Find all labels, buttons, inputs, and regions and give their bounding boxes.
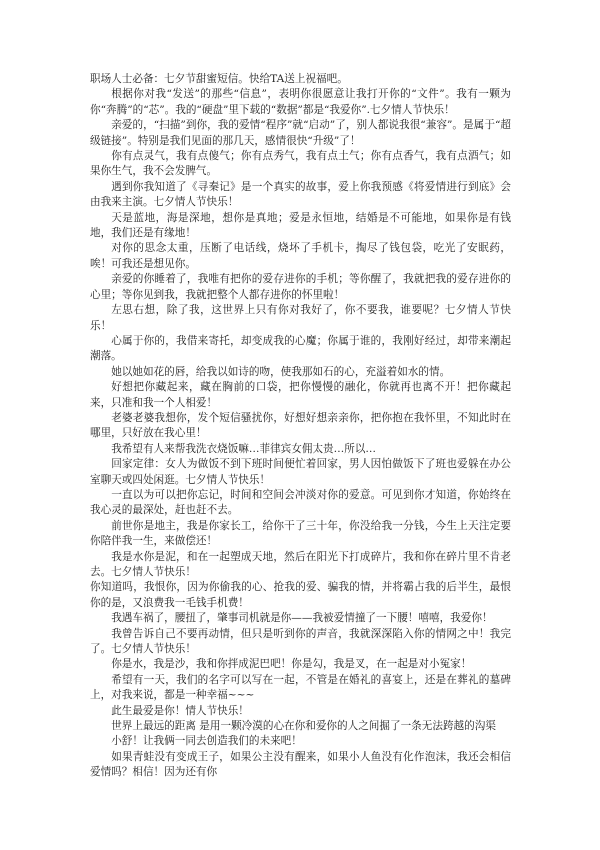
paragraph: 希望有一天，我们的名字可以写在一起，不管是在婚礼的喜宴上，还是在葬礼的墓碑上，对我来说，都是一种幸福~~~ — [90, 673, 511, 702]
paragraph: 回家定律：女人为做饭不到下班时间便忙着回家，男人因怕做饭下了班也爱躲在办公室聊天或四处闲逛。七夕情人节快乐！ — [90, 458, 511, 486]
paragraph: 我遇车祸了，腰扭了，肇事司机就是你——我被爱情撞了一下腰！嘻嘻，我爱你！ — [111, 612, 493, 625]
paragraph: 左思右想，除了我，这世界上只有你对我好了，你不要我，谁要呢？七夕情人节快乐！ — [90, 304, 511, 332]
paragraph: 天是蓝地，海是深地，想你是真地；爱是永恒地，结婚是不可能地，如果你是有钱地，我们还是有缘地！ — [90, 211, 511, 240]
paragraph: 好想把你藏起来，藏在胸前的口袋，把你慢慢的融化，你就再也离不开！把你藏起来，只准和我一个人相爱！ — [90, 381, 511, 409]
paragraph: 亲爱的，“扫描”到你，我的爱情“程序”就“启动”了，别人都说我很“兼容”。是属于“超级链接”。特别是我们见面的那几天，感情很快“升级”了！ — [90, 119, 511, 147]
paragraph: 你有点灵气，我有点傻气；你有点秀气，我有点土气；你有点香气，我有点酒气；如果你生气，我不会发脾气。 — [90, 150, 511, 178]
paragraph: 小舒！让我俩一同去创造我们的未来吧！ — [111, 735, 302, 748]
paragraph: 此生最爱是你！情人节快乐！ — [111, 704, 249, 717]
paragraph: 我是水你是泥，和在一起塑成天地，然后在阳光下打成碎片，我和你在碎片里不肯老去。七夕情人节快乐！ — [90, 550, 511, 578]
paragraph: 对你的思念太重，压断了电话线，烧坏了手机卡，掏尽了钱包袋，吃光了安眠药，唉！可我还是想见你。 — [90, 242, 511, 270]
paragraph: 我曾告诉自己不要再动情，但只是听到你的声音，我就深深陷入你的情网之中！我完了。七夕情人节快乐！ — [90, 627, 511, 656]
paragraph: 心属于你的，我借来寄托，却变成我的心魔；你属于谁的，我刚好经过，却带来潮起潮落。 — [90, 334, 511, 363]
document-body — [90, 72, 511, 781]
paragraph: 一直以为可以把你忘记，时间和空间会冲淡对你的爱意。可见到你才知道，你始终在我心灵的最深处，赶也赶不去。 — [90, 488, 511, 517]
paragraph: 亲爱的你睡着了，我唯有把你的爱存进你的手机；等你醒了，我就把我的爱存进你的心里；等你见到我，我就把整个人都存进你的怀里啦！ — [90, 273, 511, 301]
paragraph: 根据你对我“发送”的那些“信息”，表明你很愿意让我打开你的“文件”。我有一颗为你“奔腾”的“芯”。我的“硬盘”里下载的“数据”都是“我爱你”.七夕情人节快乐！ — [90, 88, 511, 116]
paragraph: 前世你是地主，我是你家长工，给你干了三十年，你没给我一分钱，今生上天注定要你陪伴我一生，来做偿还！ — [90, 519, 511, 548]
paragraph: 你是水，我是沙，我和你拌成泥巴吧！你是勾，我是叉，在一起是对小冤家！ — [111, 658, 472, 671]
paragraph: 职场人士必备：七夕节甜蜜短信。快给TA送上祝福吧。 — [90, 73, 348, 85]
paragraph: 遇到你我知道了《寻秦记》是一个真实的故事，爱上你我预感《将爱情进行到底》会由我来主演。七夕情人节快乐！ — [90, 180, 511, 209]
paragraph: 你知道吗，我恨你，因为你偷我的心、抢我的爱、骗我的情，并将霸占我的后半生，最恨你的是，又浪费我一毛钱手机费！ — [90, 581, 511, 609]
paragraph: 她以她如花的唇，给我以如诗的吻，使我那如石的心，充溢着如水的情。 — [111, 365, 451, 378]
paragraph: 世界上最远的距离 是用一颗冷漠的心在你和爱你的人之间掘了一条无法跨越的沟渠 — [111, 720, 496, 733]
paragraph: 我希望有人来帮我洗衣烧饭嘛…菲律宾女佣太贵…所以… — [111, 442, 377, 455]
paragraph: 如果青蛙没有变成王子，如果公主没有醒来，如果小人鱼没有化作泡沫，我还会相信爱情吗？相信！因为还有你 — [90, 750, 511, 779]
paragraph: 老婆老婆我想你，发个短信骚扰你，好想好想亲亲你，把你抱在我怀里，不知此时在哪里，只好放在我心里！ — [90, 411, 511, 440]
